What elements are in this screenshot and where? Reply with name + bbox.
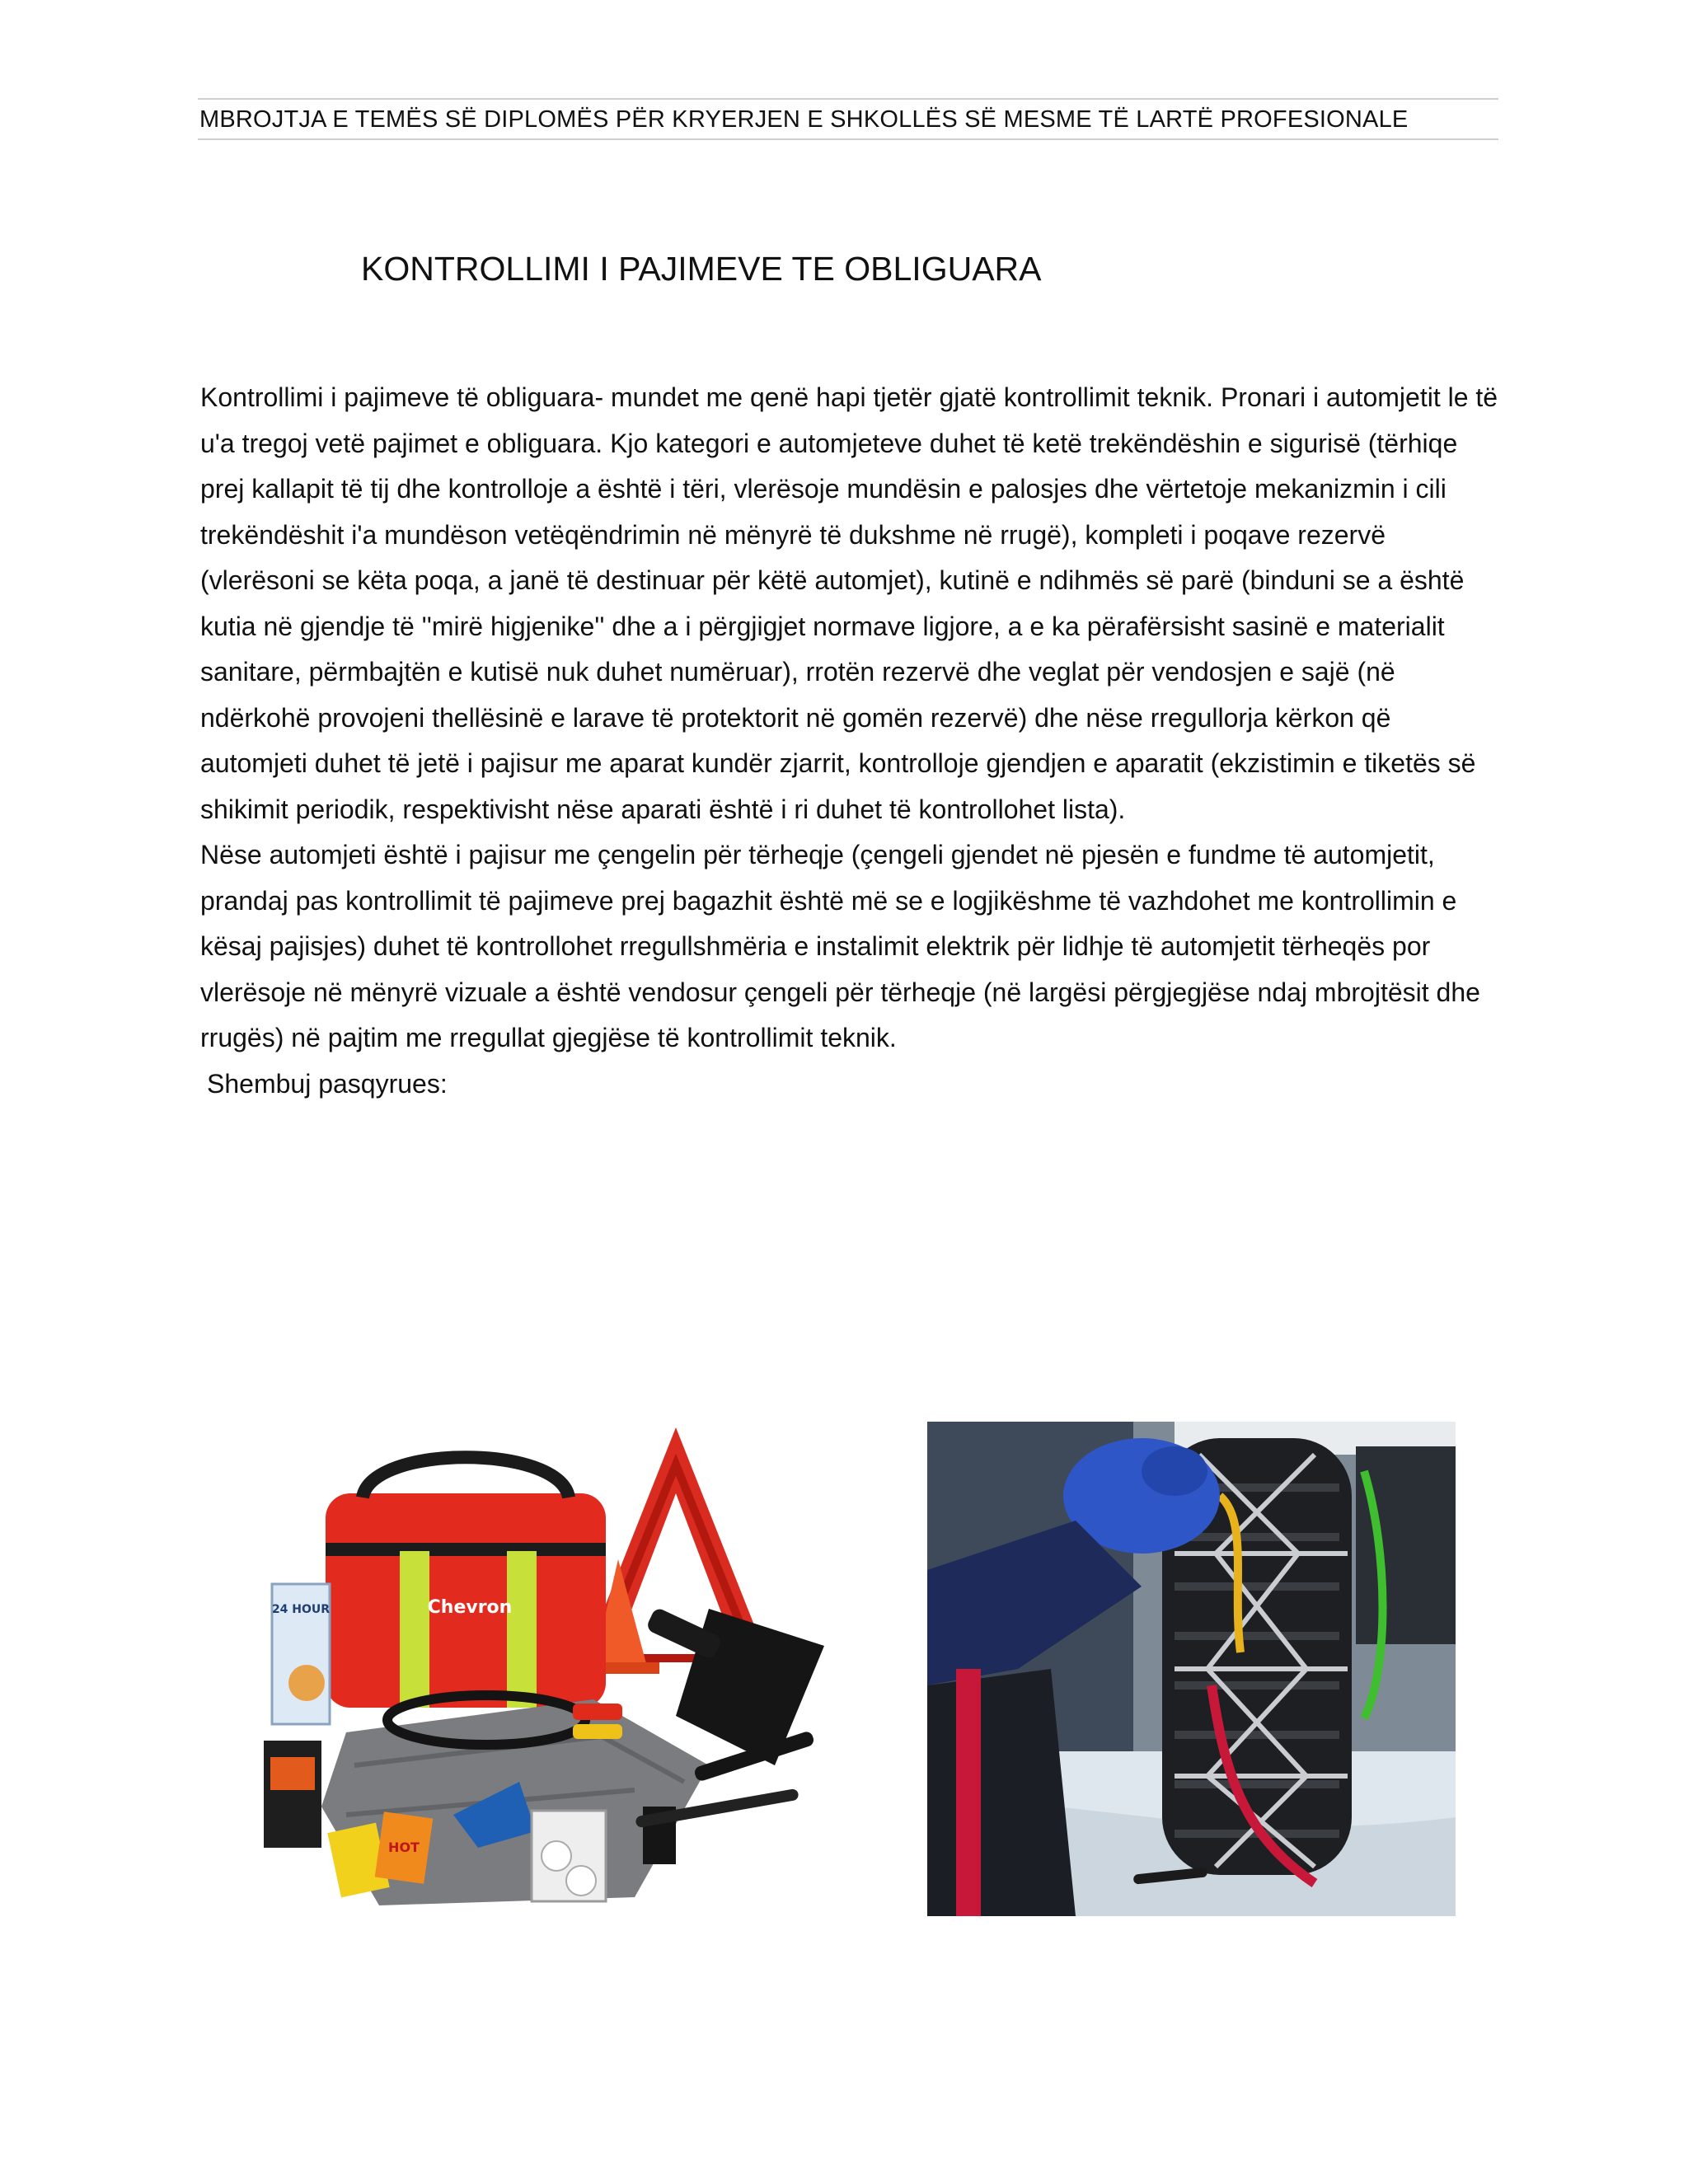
bag-brand-label: Chevron — [427, 1597, 513, 1618]
hand-warmer-label: HOT — [388, 1840, 420, 1855]
body-text — [200, 375, 1503, 1107]
paragraph-tow-hook: Nëse automjeti është i pajisur me çengelin për tërheqje (çengeli gjendet në pjesën e fundme të automjetit, prandaj pas kontrollimit të pajimeve prej bagazhit është më se e logjikëshme të vazhdohet me kontrollimin e kësaj pajisjes) duhet të kontrollohet rregullshmëria e instalimit elektrik për lidhje të automjetit tërheqës por vlerësoje në mënyrë vizuale a është vendosur çengeli për tërheqje (në largësi përgjegjëse ndaj mbrojtësit dhe rrugës) në pajtim me rregullat gjegjëse të kontrollimit teknik. — [200, 840, 1480, 1052]
paragraph-equipment: Kontrollimi i pajimeve të obliguara- mundet me qenë hapi tjetër gjatë kontrollimit teknik. Pronari i automjetit le të u'a tregoj vetë pajimet e obliguara. Kjo kategori e automjeteve duhet të ketë trekëndëshin e sigurisë (tërhiqe prej kallapit të tij dhe kontrolloje a është i tëri, vlerësoje mundësin e palosjes dhe vërtetoje mekanizmin i cili trekëndëshit i'a mundëson vetëqëndrimin në mënyrë të dukshme në rrugë), kompleti i poqave rezervë (vlerësoni se këta poqa, a janë të destinuar për këtë automjet), kutinë e ndihmës së parë (binduni se a është kutia në gjendje të ''mirë higjenike'' dhe a i përgjigjet normave ligjore, a e ka përafërsisht sasinë e materialit sanitare, përmbajtën e kutisë nuk duhet numëruar), rrotën rezervë dhe veglat për vendosjen e sajë (në ndërkohë provojeni thellësinë e larave të protektorit në gomën rezervë) dhe nëse rregullorja kërkon që automjeti duhet të jetë i pajisur me aparat kundër zjarrit, kontrolloje gjendjen e aparatit (ekzistimin e tiketës së shikimit periodik, respektivisht nëse aparati është i ri duhet të kontrollohet lista). — [200, 382, 1498, 824]
page-header: MBROJTJA E TEMËS SË DIPLOMËS PËR KRYERJEN E SHKOLLËS SË MESME TË LARTË PROFESIONALE — [198, 98, 1498, 140]
gloves-package-icon — [264, 1741, 321, 1848]
section-title: KONTROLLIMI I PAJIMEVE TE OBLIGUARA — [361, 250, 1042, 288]
info-card-label: 24 HOUR — [271, 1603, 331, 1616]
emergency-kit-illustration — [247, 1419, 882, 1914]
snow-chain-illustration — [927, 1422, 1456, 1916]
snow-chain-photo — [927, 1422, 1456, 1916]
emergency-kit-photo — [247, 1419, 882, 1914]
examples-label: Shembuj pasqyrues: — [207, 1068, 448, 1099]
